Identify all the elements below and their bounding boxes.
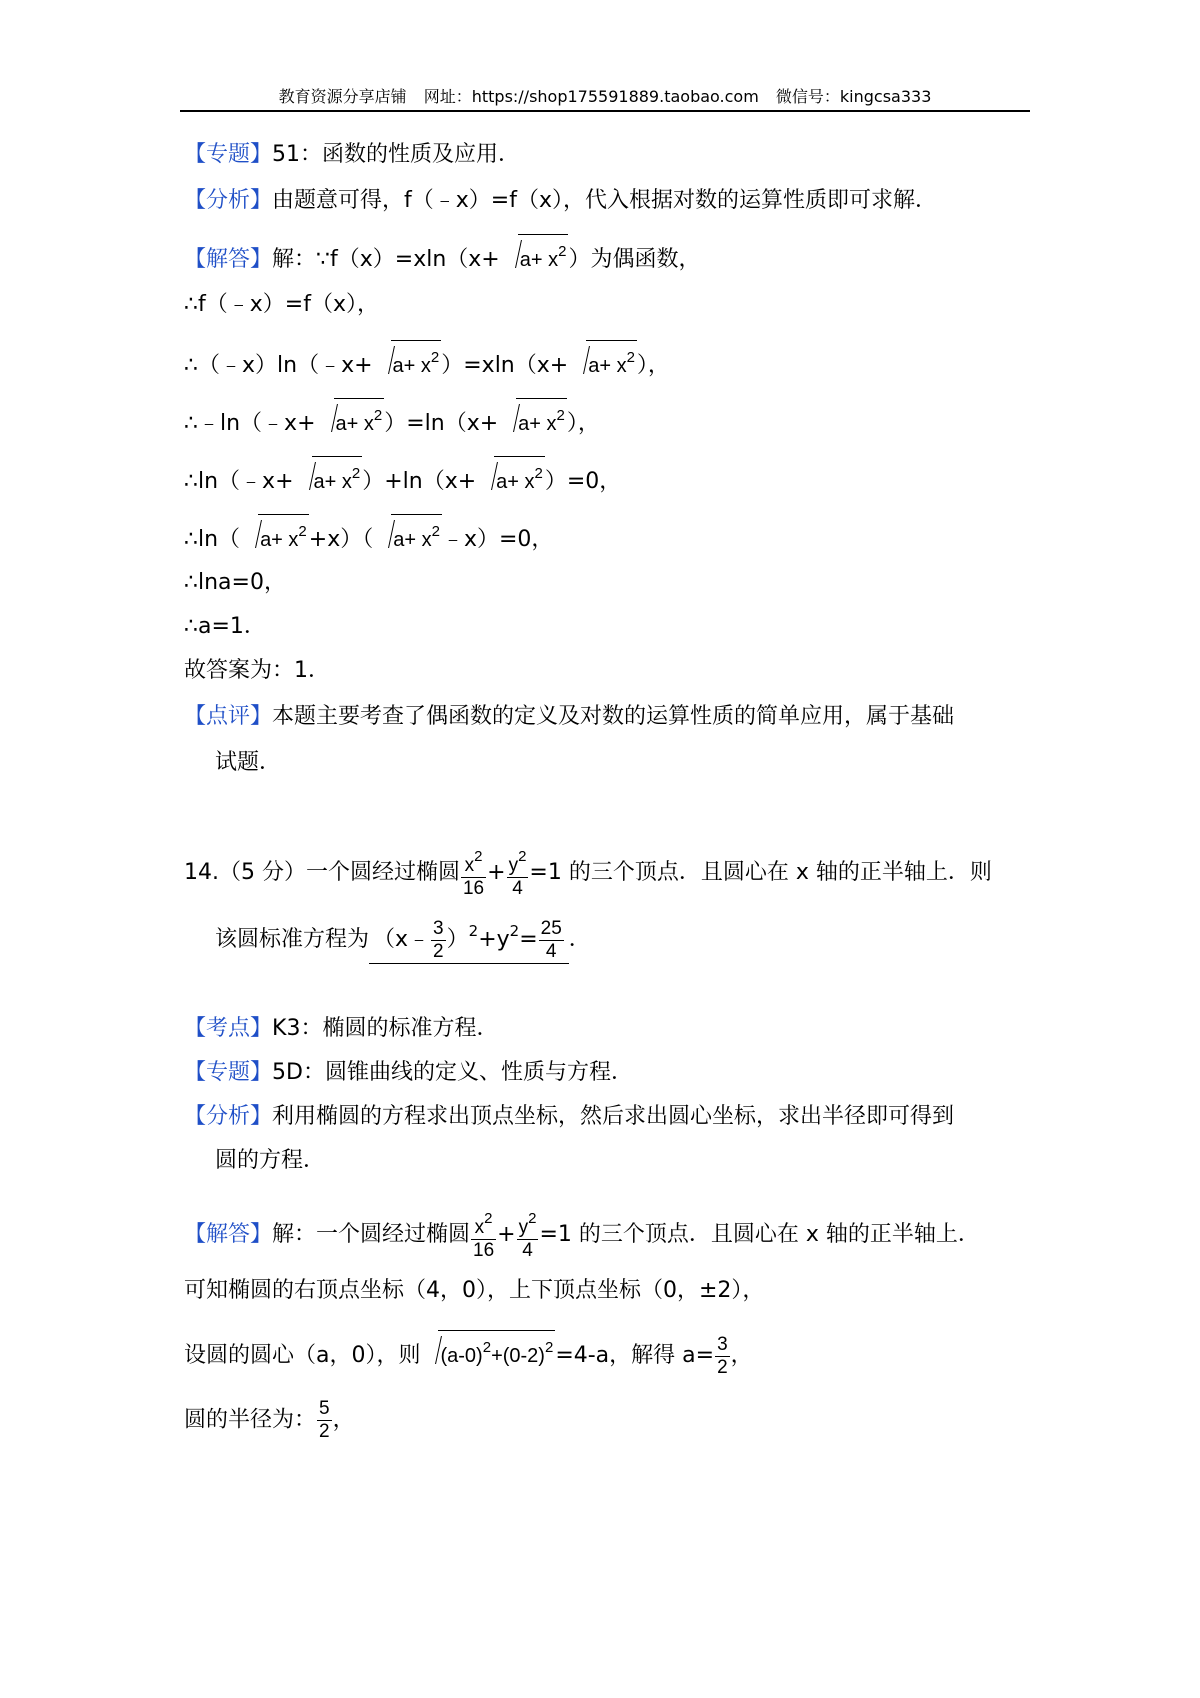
analysis-tag: 【分析】 [184, 1104, 273, 1129]
plus: + [497, 1222, 516, 1247]
num-5: 5 [319, 1398, 330, 1419]
q14-line2 [184, 1330, 753, 1379]
num-y: y [518, 1217, 529, 1238]
den-16: 16 [473, 1240, 495, 1261]
plus: + [487, 860, 506, 885]
exponent: 2 [528, 1210, 537, 1227]
sol-a: 解：一个圆经过椭圆 [272, 1222, 471, 1247]
q14-solution [184, 1208, 980, 1262]
sqrt-expression [375, 340, 442, 381]
line3-b: ）=ln（x+ [384, 411, 499, 436]
shop-url: 网址：https://shop175591889.taobao.com [423, 87, 759, 106]
stem-end: ． [568, 927, 591, 952]
line2-a: 设圆的圆心（a，0），则 [184, 1343, 421, 1368]
q14-analysis [184, 1102, 954, 1132]
line2-c: ， [730, 1343, 753, 1368]
radicand-b: +(0-2) [491, 1345, 545, 1367]
exponent: 2 [534, 465, 543, 482]
fraction-y2-4 [507, 846, 529, 900]
topic-tag: 【专题】 [184, 142, 273, 167]
line4-c: ）=0， [544, 469, 622, 494]
solution-suffix: ）为偶函数， [568, 247, 701, 272]
num-3: 3 [717, 1333, 728, 1355]
q14-line1: 可知椭圆的右顶点坐标（4，0），上下顶点坐标（0，±2）， [184, 1278, 765, 1303]
q14-point [184, 1014, 498, 1044]
fraction-x2-16 [471, 1208, 496, 1262]
sqrt-expression [502, 234, 569, 275]
fraction-3-2 [431, 918, 446, 963]
q14-answer-line [215, 916, 591, 964]
q13-line1: ∴f（﹣x）=f（x）， [184, 292, 379, 317]
exponent: 2 [509, 922, 520, 940]
q13-answer: 故答案为：1． [184, 658, 330, 683]
radicand-a: (a-0) [440, 1345, 483, 1367]
analysis-text: 利用椭圆的方程求出顶点坐标，然后求出圆心坐标，求出半径即可得到 [272, 1104, 955, 1129]
exponent: 2 [556, 407, 565, 424]
den-4: 4 [545, 940, 557, 962]
exponent: 2 [474, 848, 483, 865]
exponent: 2 [373, 407, 383, 424]
solution-tag: 【解答】 [184, 247, 273, 272]
exponent: 2 [484, 1210, 493, 1227]
solution-prefix: 解：∵f（x）=xln（x+ [272, 247, 500, 272]
shop-name: 教育资源分享店铺 [278, 87, 407, 106]
fraction-3-2 [715, 1334, 730, 1379]
analysis-tag: 【分析】 [184, 188, 273, 213]
sqrt-expression [570, 340, 637, 381]
den-4: 4 [512, 878, 523, 899]
den-4: 4 [522, 1240, 533, 1261]
stem-b: =1 的三个顶点．且圆心在 x 轴的正半轴上．则 [529, 860, 992, 885]
line5-b: +x）（ [308, 527, 374, 552]
exponent: 2 [430, 349, 440, 366]
fraction-25-4 [539, 918, 564, 963]
exponent: 2 [431, 523, 440, 540]
num-y: y [508, 855, 519, 876]
exponent: 2 [558, 243, 567, 260]
den-2: 2 [717, 1356, 728, 1378]
wechat-id: 微信号：kingcsa333 [775, 87, 932, 106]
line4-b: ）+ln（x+ [362, 469, 477, 494]
q14-radius [184, 1398, 355, 1443]
q13-solution [184, 234, 700, 275]
solution-tag: 【解答】 [184, 1222, 273, 1247]
num-x: x [464, 855, 475, 876]
header-rule [180, 110, 1030, 112]
line5-c: ﹣x）=0， [441, 527, 554, 552]
fraction-5-2 [317, 1398, 332, 1443]
ans-b: ） [446, 927, 469, 952]
line2-a: ∴（﹣x）ln（﹣x+ [184, 353, 373, 378]
answer-blank [369, 916, 569, 964]
sqrt-expression [478, 456, 545, 497]
radicand: a+ x [392, 355, 431, 377]
radicand: a+ x [260, 529, 299, 551]
sqrt-expression [422, 1330, 555, 1371]
den-2: 2 [319, 1421, 330, 1442]
line2-c: ）， [636, 353, 670, 378]
q13-line3 [184, 398, 600, 439]
comment-tag: 【点评】 [184, 704, 273, 729]
point-text: K3：椭圆的标准方程． [272, 1016, 499, 1041]
radius-end: ， [332, 1407, 355, 1433]
sqrt-expression [375, 514, 442, 555]
num-x: x [474, 1217, 485, 1238]
q14-topic [184, 1058, 633, 1088]
q13-line2 [184, 340, 670, 381]
sqrt-expression [296, 456, 363, 497]
sqrt-expression [242, 514, 309, 555]
fraction-y2-4 [517, 1208, 539, 1262]
stem-a: 14.（5 分）一个圆经过椭圆 [184, 860, 460, 885]
analysis-text: 由题意可得，f（﹣x）=f（x），代入根据对数的运算性质即可求解． [272, 188, 937, 213]
q14-stem [184, 846, 992, 900]
q13-topic [184, 140, 520, 170]
exponent: 2 [482, 1339, 492, 1356]
line3-c: ）， [566, 411, 600, 436]
radicand: a+ x [519, 249, 559, 271]
topic-text: 5D：圆锥曲线的定义、性质与方程． [272, 1060, 633, 1085]
line4-a: ∴ln（﹣x+ [184, 469, 294, 494]
radicand: a+ x [313, 471, 352, 493]
exponent: 2 [518, 848, 527, 865]
radicand: a+ x [335, 413, 374, 435]
radicand: a+ x [496, 471, 535, 493]
exponent: 2 [544, 1339, 554, 1356]
line3-a: ∴﹣ln（﹣x+ [184, 411, 316, 436]
point-tag: 【考点】 [184, 1016, 273, 1041]
q13-line7: ∴a=1． [184, 614, 266, 639]
den-16: 16 [462, 878, 485, 899]
sqrt-expression [318, 398, 385, 439]
exponent: 2 [298, 523, 307, 540]
sol-b: =1 的三个顶点．且圆心在 x 轴的正半轴上． [539, 1222, 980, 1247]
num-25: 25 [540, 917, 562, 939]
exponent: 2 [468, 922, 479, 940]
ans-c: +y [478, 927, 510, 952]
q13-line4 [184, 456, 621, 497]
radius-label: 圆的半径为： [184, 1407, 317, 1433]
q13-line6: ∴lna=0， [184, 570, 286, 595]
stem-c: 该圆标准方程为 [215, 927, 370, 952]
topic-text: 51：函数的性质及应用． [272, 142, 521, 167]
page-header [180, 84, 1030, 107]
radicand: a+ x [588, 355, 627, 377]
q13-analysis [184, 186, 937, 216]
radicand: a+ x [518, 413, 557, 435]
q14-analysis-cont: 圆的方程． [215, 1148, 326, 1173]
line2-b: =4-a，解得 a= [555, 1343, 715, 1368]
radicand: a+ x [393, 529, 432, 551]
line2-b: ）=xln（x+ [441, 353, 569, 378]
comment-text: 本题主要考查了偶函数的定义及对数的运算性质的简单应用，属于基础 [272, 704, 955, 729]
q13-line5 [184, 514, 553, 555]
ans-d: = [519, 927, 538, 952]
fraction-x2-16 [461, 846, 486, 900]
sqrt-expression [500, 398, 567, 439]
ans-a: （x﹣ [373, 927, 431, 952]
line5-a: ∴ln（ [184, 527, 241, 552]
q13-comment-cont: 试题． [215, 750, 282, 775]
den-2: 2 [433, 940, 444, 962]
topic-tag: 【专题】 [184, 1060, 273, 1085]
num-3: 3 [433, 917, 444, 939]
q13-comment [184, 702, 954, 732]
exponent: 2 [626, 349, 635, 366]
exponent: 2 [351, 465, 361, 482]
